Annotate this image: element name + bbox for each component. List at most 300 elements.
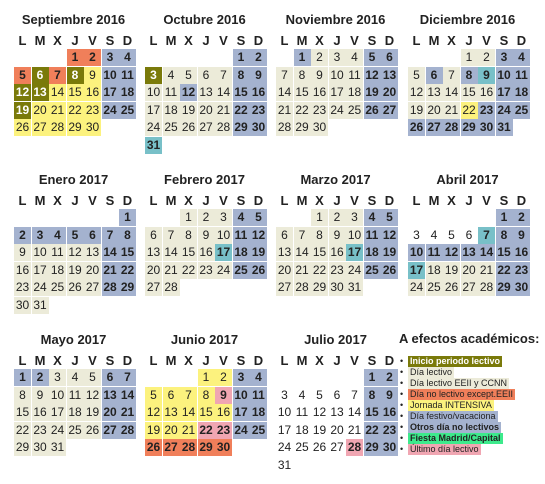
day-cell: 20 bbox=[330, 422, 344, 437]
day-cell: 9 bbox=[32, 387, 49, 404]
day-cell: 7 bbox=[478, 227, 495, 244]
weekday-header: X bbox=[53, 193, 62, 208]
day-cell: 21 bbox=[277, 102, 292, 117]
day-cell: 11 bbox=[163, 84, 180, 101]
day-cell: 4 bbox=[298, 387, 306, 402]
day-cell: 25 bbox=[68, 422, 82, 437]
day-cell: 1 bbox=[311, 209, 328, 226]
day-cell: 10 bbox=[330, 67, 344, 82]
day-cell: 27 bbox=[427, 120, 441, 134]
bullet-icon: • bbox=[400, 367, 404, 377]
month-title: Junio 2017 bbox=[170, 332, 239, 347]
day-cell: 28 bbox=[277, 120, 292, 134]
day-cell: 19 bbox=[312, 422, 327, 437]
day-cell: 4 bbox=[364, 209, 381, 226]
day-cell: 2 bbox=[381, 369, 398, 386]
day-cell: 11 bbox=[364, 227, 381, 244]
day-cell: 9 bbox=[84, 67, 101, 84]
day-cell: 25 bbox=[164, 120, 178, 134]
day-cell: 15 bbox=[68, 85, 82, 99]
day-cell: 27 bbox=[199, 120, 213, 134]
day-cell: 15 bbox=[462, 85, 476, 99]
day-cell: 20 bbox=[103, 405, 117, 419]
day-cell: 18 bbox=[68, 405, 82, 419]
day-cell: 13 bbox=[146, 245, 161, 259]
legend bbox=[399, 330, 545, 455]
day-cell: 10 bbox=[234, 387, 248, 402]
day-cell: 14 bbox=[216, 85, 231, 99]
day-cell: 12 bbox=[146, 405, 161, 419]
weekday-header: X bbox=[315, 33, 324, 48]
day-cell: 19 bbox=[68, 262, 82, 277]
day-cell: 2 bbox=[198, 209, 215, 226]
day-cell: 13 bbox=[382, 67, 397, 82]
day-cell: 21 bbox=[50, 102, 65, 117]
day-cell: 24 bbox=[409, 280, 424, 294]
day-cell: 5 bbox=[145, 387, 162, 404]
day-cell: 14 bbox=[120, 387, 135, 402]
day-cell: 20 bbox=[462, 262, 476, 277]
day-cell: 21 bbox=[120, 405, 135, 419]
day-cell: 6 bbox=[32, 67, 49, 84]
day-cell: 13 bbox=[427, 85, 441, 99]
day-cell: 5 bbox=[67, 227, 84, 244]
day-cell: 23 bbox=[15, 280, 30, 294]
weekday-header: J bbox=[333, 33, 341, 48]
day-cell: 15 bbox=[199, 405, 213, 419]
day-cell: 19 bbox=[181, 102, 196, 117]
day-cell: 26 bbox=[382, 262, 397, 277]
day-cell: 16 bbox=[33, 405, 47, 419]
day-cell: 10 bbox=[103, 67, 117, 82]
weekday-header: L bbox=[280, 33, 289, 48]
day-cell: 16 bbox=[216, 405, 231, 419]
day-cell: 29 bbox=[234, 120, 248, 134]
weekday-header: S bbox=[105, 353, 115, 368]
day-cell: 2 bbox=[250, 49, 267, 66]
day-cell: 7 bbox=[443, 67, 460, 84]
day-cell: 24 bbox=[146, 120, 161, 134]
day-cell: 23 bbox=[514, 262, 529, 277]
day-cell: 15 bbox=[120, 245, 135, 259]
weekday-header: X bbox=[53, 33, 62, 48]
day-cell: 26 bbox=[181, 120, 196, 134]
day-cell: 10 bbox=[216, 227, 231, 242]
legend-label: Fiesta Madrid/Capital bbox=[410, 433, 501, 443]
day-cell: 25 bbox=[514, 102, 529, 117]
weekday-header: M bbox=[296, 193, 308, 208]
day-cell: 4 bbox=[119, 49, 136, 66]
day-cell: 20 bbox=[85, 262, 100, 277]
weekday-header: D bbox=[122, 33, 133, 48]
legend-label: Jornada INTENSIVA bbox=[410, 400, 492, 410]
day-cell: 8 bbox=[294, 67, 311, 84]
day-cell: 26 bbox=[146, 440, 161, 454]
day-cell: 8 bbox=[364, 387, 381, 404]
day-cell: 29 bbox=[68, 120, 82, 134]
day-cell: 14 bbox=[277, 85, 292, 99]
day-cell: 18 bbox=[234, 245, 248, 259]
day-cell: 7 bbox=[180, 387, 197, 404]
day-cell: 9 bbox=[14, 244, 31, 261]
day-cell: 10 bbox=[33, 245, 47, 259]
day-cell: 24 bbox=[277, 440, 292, 454]
legend-item bbox=[399, 422, 545, 433]
legend-label: Inicio periodo lectivo bbox=[410, 356, 501, 366]
day-cell: 30 bbox=[312, 120, 327, 134]
day-cell: 11 bbox=[346, 67, 363, 84]
weekday-header: L bbox=[280, 193, 289, 208]
day-cell: 31 bbox=[33, 297, 47, 312]
weekday-header: S bbox=[499, 193, 509, 208]
day-cell: 2 bbox=[329, 209, 346, 226]
day-cell: 29 bbox=[312, 280, 327, 294]
legend-list bbox=[399, 356, 545, 455]
day-cell: 23 bbox=[251, 102, 266, 117]
day-cell: 5 bbox=[316, 387, 323, 402]
bullet-icon: • bbox=[400, 378, 404, 388]
legend-label: Día lectivo bbox=[410, 367, 453, 377]
day-cell: 15 bbox=[234, 85, 248, 99]
day-cell: 8 bbox=[233, 67, 250, 84]
day-cell: 23 bbox=[330, 262, 344, 277]
legend-label: Día festivo/vacaciona bbox=[410, 411, 496, 421]
weekday-header: J bbox=[71, 353, 79, 368]
day-cell: 30 bbox=[330, 280, 344, 294]
day-cell: 13 bbox=[33, 85, 47, 99]
day-cell: 1 bbox=[198, 369, 215, 386]
weekday-header: M bbox=[428, 33, 440, 48]
day-cell: 6 bbox=[145, 227, 162, 244]
day-cell: 24 bbox=[103, 102, 117, 117]
legend-label: Otros día no lectivos bbox=[410, 422, 500, 432]
day-cell: 24 bbox=[50, 422, 65, 437]
bullet-icon: • bbox=[400, 422, 404, 432]
day-cell: 2 bbox=[14, 227, 31, 244]
day-cell: 3 bbox=[215, 209, 232, 226]
day-cell: 25 bbox=[50, 280, 65, 294]
day-cell: 12 bbox=[181, 85, 196, 99]
day-cell: 28 bbox=[444, 120, 459, 134]
day-cell: 22 bbox=[365, 422, 379, 437]
month-title: Enero 2017 bbox=[38, 172, 109, 187]
day-cell: 13 bbox=[85, 245, 100, 259]
day-cell: 25 bbox=[120, 102, 135, 117]
weekday-header: X bbox=[184, 353, 193, 368]
day-cell: 22 bbox=[68, 102, 82, 117]
weekday-header: L bbox=[412, 33, 421, 48]
day-cell: 18 bbox=[365, 245, 379, 259]
day-cell: 26 bbox=[15, 120, 30, 134]
day-cell: 4 bbox=[513, 49, 530, 66]
legend-item bbox=[399, 400, 545, 411]
day-cell: 10 bbox=[347, 227, 362, 242]
day-cell: 1 bbox=[14, 369, 31, 386]
day-cell: 4 bbox=[430, 227, 438, 242]
weekday-header: X bbox=[447, 193, 456, 208]
day-cell: 21 bbox=[444, 102, 459, 117]
day-cell: 14 bbox=[479, 245, 494, 259]
weekday-header: S bbox=[105, 193, 115, 208]
day-cell: 3 bbox=[281, 387, 288, 402]
day-cell: 19 bbox=[444, 262, 459, 277]
month-title: Julio 2017 bbox=[304, 332, 367, 347]
weekday-header: J bbox=[202, 193, 210, 208]
weekday-header: V bbox=[219, 353, 228, 368]
day-cell: 8 bbox=[461, 67, 478, 84]
day-cell: 10 bbox=[497, 67, 511, 82]
legend-item bbox=[399, 389, 545, 400]
day-cell: 25 bbox=[251, 422, 266, 437]
day-cell: 27 bbox=[103, 422, 117, 437]
day-cell: 7 bbox=[351, 387, 358, 402]
day-cell: 4 bbox=[67, 369, 84, 386]
day-cell: 18 bbox=[427, 262, 441, 277]
day-cell: 15 bbox=[365, 405, 379, 419]
day-cell: 26 bbox=[85, 422, 100, 437]
weekday-header: J bbox=[465, 33, 473, 48]
day-cell: 30 bbox=[479, 120, 494, 134]
day-cell: 29 bbox=[497, 280, 511, 294]
day-cell: 30 bbox=[514, 280, 529, 294]
weekday-header: L bbox=[18, 193, 27, 208]
day-cell: 27 bbox=[85, 280, 100, 294]
day-cell: 26 bbox=[365, 102, 379, 117]
day-cell: 2 bbox=[478, 49, 495, 66]
weekday-header: M bbox=[34, 353, 46, 368]
weekday-header: D bbox=[384, 353, 395, 368]
day-cell: 1 bbox=[294, 49, 311, 66]
day-cell: 15 bbox=[15, 405, 30, 419]
day-cell: 18 bbox=[164, 102, 178, 117]
day-cell: 19 bbox=[382, 245, 397, 259]
weekday-header: X bbox=[315, 353, 324, 368]
day-cell: 17 bbox=[347, 245, 362, 259]
month-title: Octubre 2016 bbox=[163, 12, 246, 27]
day-cell: 28 bbox=[120, 422, 135, 437]
day-cell: 17 bbox=[277, 422, 292, 437]
weekday-header: J bbox=[465, 193, 473, 208]
weekday-header: M bbox=[165, 33, 177, 48]
legend-item bbox=[399, 444, 545, 455]
day-cell: 16 bbox=[85, 85, 100, 99]
day-cell: 5 bbox=[408, 67, 425, 84]
day-cell: 11 bbox=[119, 67, 136, 84]
day-cell: 18 bbox=[251, 405, 266, 419]
day-cell: 12 bbox=[444, 245, 459, 259]
day-cell: 7 bbox=[294, 227, 311, 244]
day-cell: 5 bbox=[250, 209, 267, 226]
day-cell: 21 bbox=[103, 262, 117, 277]
day-cell: 13 bbox=[330, 405, 344, 419]
day-cell: 19 bbox=[146, 422, 161, 437]
day-cell: 9 bbox=[311, 67, 328, 84]
weekday-header: D bbox=[516, 33, 527, 48]
day-cell: 2 bbox=[32, 369, 49, 386]
day-cell: 10 bbox=[277, 405, 292, 419]
weekday-header: V bbox=[219, 193, 228, 208]
weekday-header: J bbox=[202, 353, 210, 368]
weekday-header: M bbox=[428, 193, 440, 208]
day-cell: 9 bbox=[478, 67, 495, 84]
day-cell: 13 bbox=[199, 85, 213, 99]
day-cell: 30 bbox=[382, 440, 397, 454]
day-cell: 1 bbox=[461, 49, 478, 66]
day-cell: 1 bbox=[180, 209, 197, 226]
day-cell: 2 bbox=[215, 369, 232, 386]
day-cell: 20 bbox=[427, 102, 441, 117]
day-cell: 30 bbox=[33, 440, 47, 454]
day-cell: 4 bbox=[163, 67, 180, 84]
day-cell: 1 bbox=[233, 49, 250, 66]
day-cell: 5 bbox=[14, 67, 31, 84]
day-cell: 14 bbox=[444, 85, 459, 99]
day-cell: 29 bbox=[120, 280, 135, 294]
day-cell: 27 bbox=[164, 440, 178, 454]
day-cell: 28 bbox=[347, 440, 362, 454]
weekday-header: S bbox=[367, 193, 377, 208]
day-cell: 3 bbox=[233, 369, 250, 386]
day-cell: 5 bbox=[84, 369, 101, 386]
day-cell: 9 bbox=[198, 227, 215, 244]
day-cell: 20 bbox=[382, 85, 397, 99]
weekday-header: D bbox=[122, 193, 133, 208]
weekday-header: J bbox=[71, 33, 79, 48]
day-cell: 25 bbox=[365, 262, 379, 277]
day-cell: 15 bbox=[295, 85, 309, 99]
weekday-header: M bbox=[165, 193, 177, 208]
legend-item bbox=[399, 411, 545, 422]
weekday-header: X bbox=[447, 33, 456, 48]
month-title: Noviembre 2016 bbox=[285, 12, 386, 27]
day-cell: 14 bbox=[295, 245, 309, 259]
weekday-header: D bbox=[253, 193, 264, 208]
day-cell: 19 bbox=[15, 102, 30, 117]
day-cell: 18 bbox=[50, 262, 65, 277]
day-cell: 17 bbox=[409, 262, 424, 277]
day-cell: 18 bbox=[120, 85, 135, 99]
day-cell: 3 bbox=[145, 67, 162, 84]
day-cell: 25 bbox=[234, 262, 248, 277]
day-cell: 25 bbox=[295, 440, 309, 454]
day-cell: 12 bbox=[382, 227, 397, 242]
day-cell: 13 bbox=[462, 245, 476, 259]
day-cell: 19 bbox=[409, 102, 424, 117]
day-cell: 21 bbox=[181, 422, 196, 437]
bullet-icon: • bbox=[400, 433, 404, 443]
day-cell: 24 bbox=[347, 262, 362, 277]
day-cell: 4 bbox=[346, 49, 363, 66]
day-cell: 14 bbox=[103, 245, 117, 259]
weekday-header: L bbox=[149, 353, 158, 368]
day-cell: 11 bbox=[49, 244, 66, 261]
day-cell: 12 bbox=[409, 85, 424, 99]
day-cell: 21 bbox=[295, 262, 309, 277]
weekday-header: S bbox=[499, 33, 509, 48]
day-cell: 7 bbox=[49, 67, 66, 84]
day-cell: 29 bbox=[15, 440, 30, 454]
day-cell: 16 bbox=[514, 245, 529, 259]
day-cell: 10 bbox=[409, 245, 424, 259]
month-title: Diciembre 2016 bbox=[419, 12, 516, 27]
weekday-header: M bbox=[165, 353, 177, 368]
weekday-header: V bbox=[350, 33, 359, 48]
day-cell: 6 bbox=[426, 67, 443, 84]
day-cell: 22 bbox=[181, 262, 196, 277]
day-cell: 11 bbox=[67, 387, 84, 404]
day-cell: 12 bbox=[312, 405, 327, 419]
day-cell: 31 bbox=[50, 440, 65, 454]
day-cell: 12 bbox=[68, 245, 82, 259]
day-cell: 4 bbox=[49, 227, 66, 244]
day-cell: 18 bbox=[514, 85, 529, 99]
day-cell: 25 bbox=[427, 280, 441, 294]
day-cell: 8 bbox=[14, 387, 31, 404]
day-cell: 20 bbox=[164, 422, 178, 437]
weekday-header: V bbox=[482, 33, 491, 48]
day-cell: 3 bbox=[346, 209, 363, 226]
day-cell: 8 bbox=[198, 387, 215, 404]
legend-item bbox=[399, 433, 545, 444]
day-cell: 17 bbox=[50, 405, 65, 419]
weekday-header: J bbox=[71, 193, 79, 208]
day-cell: 29 bbox=[365, 440, 379, 454]
day-cell: 18 bbox=[347, 85, 362, 99]
day-cell: 6 bbox=[102, 369, 119, 386]
legend-item bbox=[399, 356, 545, 367]
day-cell: 25 bbox=[347, 102, 362, 117]
day-cell: 6 bbox=[465, 227, 473, 242]
day-cell: 17 bbox=[103, 85, 117, 99]
day-cell: 22 bbox=[120, 262, 135, 277]
day-cell: 6 bbox=[84, 227, 101, 244]
day-cell: 6 bbox=[381, 49, 398, 66]
day-cell: 16 bbox=[199, 245, 213, 259]
day-cell: 31 bbox=[277, 457, 292, 472]
day-cell: 14 bbox=[181, 405, 196, 419]
day-cell: 19 bbox=[85, 405, 100, 419]
day-cell: 28 bbox=[181, 440, 196, 454]
weekday-header: M bbox=[34, 193, 46, 208]
day-cell: 17 bbox=[33, 262, 47, 277]
day-cell: 12 bbox=[85, 387, 100, 402]
day-cell: 8 bbox=[496, 227, 513, 244]
day-cell: 24 bbox=[216, 262, 231, 277]
day-cell: 22 bbox=[462, 102, 476, 117]
weekday-header: M bbox=[34, 33, 46, 48]
day-cell: 23 bbox=[312, 102, 327, 117]
day-cell: 7 bbox=[215, 67, 232, 84]
day-cell: 19 bbox=[251, 245, 266, 259]
day-cell: 3 bbox=[49, 369, 66, 386]
day-cell: 2 bbox=[513, 209, 530, 226]
day-cell: 7 bbox=[102, 227, 119, 244]
day-cell: 1 bbox=[496, 209, 513, 226]
weekday-header: L bbox=[149, 193, 158, 208]
day-cell: 9 bbox=[381, 387, 398, 404]
bullet-icon: • bbox=[400, 400, 404, 410]
day-cell: 22 bbox=[199, 422, 213, 437]
weekday-header: V bbox=[482, 193, 491, 208]
weekday-header: J bbox=[333, 353, 341, 368]
day-cell: 13 bbox=[277, 245, 292, 259]
weekday-header: D bbox=[384, 33, 395, 48]
weekday-header: S bbox=[367, 353, 377, 368]
day-cell: 2 bbox=[84, 49, 101, 66]
day-cell: 18 bbox=[295, 422, 309, 437]
day-cell: 4 bbox=[250, 369, 267, 386]
month-title: Marzo 2017 bbox=[300, 172, 371, 187]
